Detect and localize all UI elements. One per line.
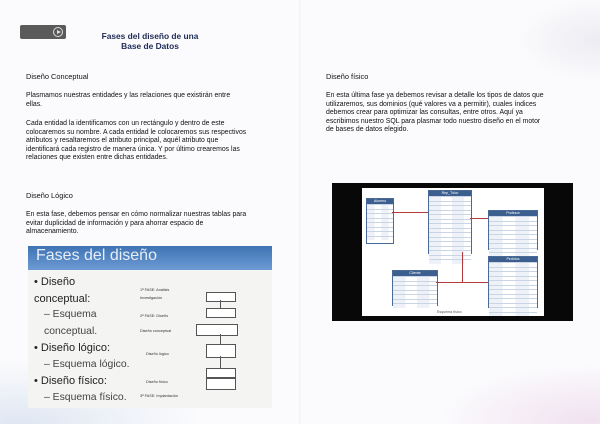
schema-table (488, 210, 538, 250)
conceptual-heading: Diseño Conceptual (26, 72, 89, 81)
slide-title: Fases del diseño (36, 247, 157, 264)
bullet-main: • Diseño físico: (34, 375, 107, 387)
bullet-text: Esquema lógico. (52, 358, 130, 370)
flow-label: 1ª FASE: Análisis (140, 288, 170, 292)
bullet-text: Diseño lógico: (40, 342, 111, 354)
title-line-2: Base de Datos (121, 41, 179, 51)
schema-canvas (362, 188, 544, 316)
flow-box (206, 308, 236, 318)
relation-line (462, 252, 463, 282)
flow-box (206, 378, 236, 390)
conceptual-paragraph-2 (26, 120, 272, 163)
logico-heading: Diseño Lógico (26, 191, 73, 200)
slide-bullets (34, 274, 134, 406)
bullet-text: Diseño conceptual: (34, 276, 91, 305)
flow-arrow (220, 356, 221, 368)
bullet-main: • Diseño conceptual: (34, 276, 91, 305)
title-line-1: Fases del diseño de una (101, 31, 199, 41)
schema-row (429, 259, 471, 264)
relation-line (470, 218, 488, 219)
text-line: almacenamiento. (26, 228, 79, 236)
text-line: Plasmamos nuestras entidades y las relaciones que existirán entre (26, 92, 231, 99)
text-line: debemos crear para optimizar las consultas, entre otros. Aquí ya (326, 109, 523, 117)
text-line: evitar duplicidad de información y para ahorrar espacio de (26, 219, 204, 227)
flow-label: Investigación (140, 296, 163, 300)
fisico-paragraph (326, 92, 576, 135)
text-line: identificará cada registro de manera única. Y por último crearemos las (26, 145, 240, 153)
schema-table-name: Profesor (489, 211, 537, 216)
bullet-main: • Diseño lógico: (34, 342, 111, 354)
bullet-text: Esquema físico. (52, 391, 127, 403)
schema-table-name: Cliente (393, 271, 437, 276)
bullet-sub: – Esquema conceptual. (44, 309, 98, 337)
flow-label: 3ª FASE: Implantación (140, 394, 178, 398)
text-line: Cada entidad la identificamos con un rectángulo y dentro de este (26, 120, 225, 127)
text-line: utilizaremos, sus dominios (qué valores va a permitir), cuales índices (326, 100, 537, 108)
flow-arrow (220, 300, 221, 308)
schema-table (392, 270, 438, 306)
flow-arrow (220, 334, 221, 344)
flow-label: Diseño físico (146, 380, 168, 384)
flow-label: 2ª FASE: Diseño (140, 314, 169, 318)
schema-table (366, 198, 394, 244)
publisher-logo (20, 25, 66, 39)
bullet-text: Esquema conceptual. (44, 309, 98, 337)
fisico-heading: Diseño físico (326, 72, 369, 81)
schema-table-name: Pedidos (489, 257, 537, 262)
text-line: En esta fase, debemos pensar en cómo normalizar nuestras tablas para (26, 211, 247, 218)
text-line: ellas. (26, 100, 43, 108)
text-line: de bases de datos elegido. (326, 126, 409, 134)
conceptual-paragraph-1 (26, 92, 272, 109)
schema-table (428, 190, 472, 254)
schema-row (367, 236, 393, 241)
page-spine (299, 0, 301, 424)
flow-label: Diseño conceptual (140, 329, 172, 333)
play-icon (53, 27, 63, 37)
text-line: colocaremos su nombre. A cada entidad le colocaremos sus respectivos (26, 128, 247, 136)
schema-row (489, 312, 537, 317)
logico-paragraph (26, 211, 272, 237)
bullet-text: Diseño físico: (40, 375, 107, 387)
phases-slide-image (28, 246, 272, 408)
flow-box (196, 324, 238, 336)
bullet-sub: – Esquema lógico. (44, 358, 130, 370)
schema-table-name: Alumno (367, 199, 393, 204)
flow-label: Diseño lógico (146, 352, 169, 356)
schema-table (488, 256, 538, 308)
schema-row (393, 303, 437, 308)
schema-table-name: Rep_Tutor (429, 191, 471, 196)
physical-schema-image (332, 183, 573, 321)
flow-box (206, 368, 236, 378)
phases-flowchart (136, 274, 266, 404)
flow-box (206, 344, 236, 358)
relation-line (392, 212, 428, 213)
text-line: atributos y resaltaremos el atributo principal, aquél atributo que (26, 137, 219, 145)
schema-caption: Esquema físico (437, 310, 462, 314)
flow-box (206, 292, 236, 302)
relation-line (436, 282, 488, 283)
page-title (92, 31, 208, 51)
text-line: relaciones que existen entre dichas entidades. (26, 154, 168, 162)
bullet-sub: – Esquema físico. (44, 391, 127, 403)
text-line: En esta última fase ya debemos revisar a detalle los tipos de datos que (326, 92, 544, 99)
text-line: escribimos nuestro SQL para plasmar todo nuestro diseño en el motor (326, 117, 541, 125)
slide-header (28, 246, 272, 270)
